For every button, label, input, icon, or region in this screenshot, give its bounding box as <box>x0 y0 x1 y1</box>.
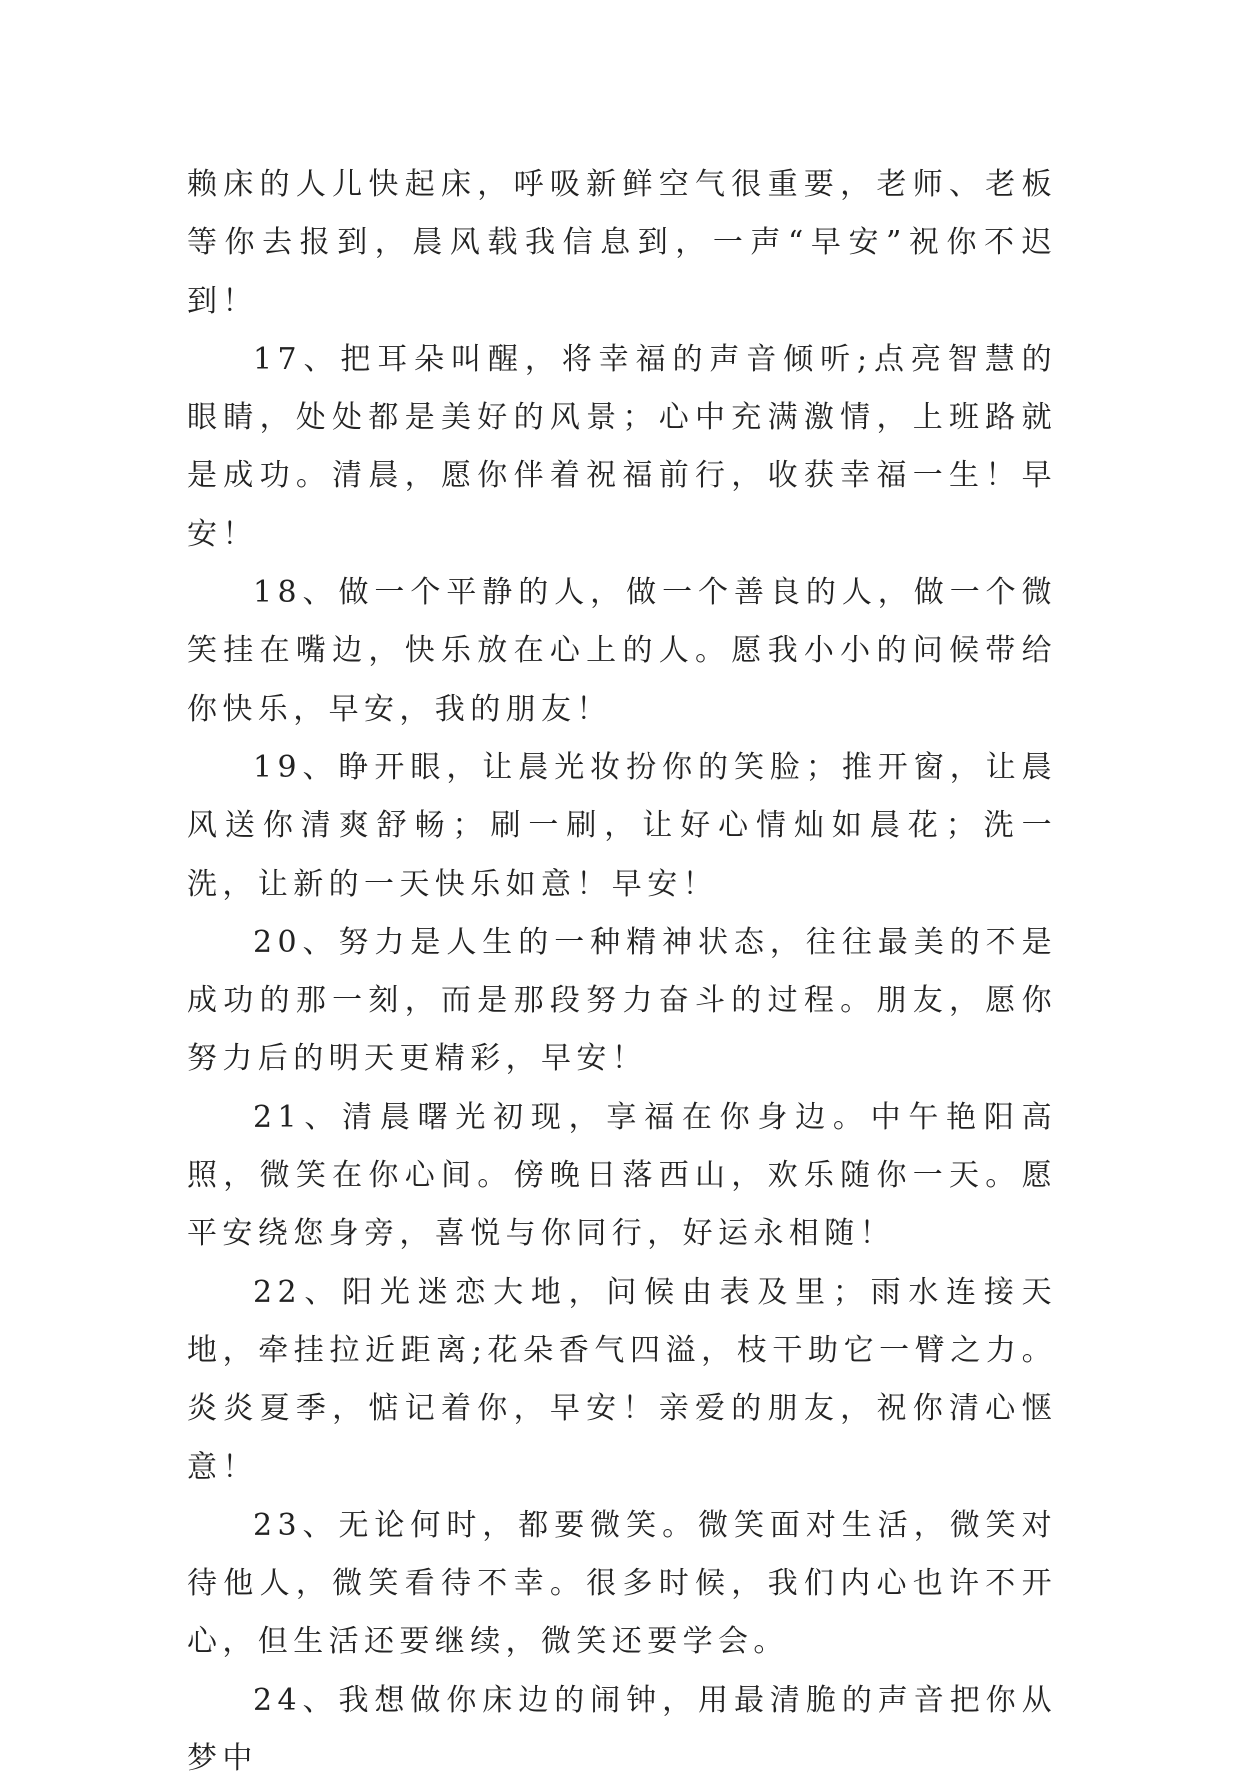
paragraph-continuation: 赖床的人儿快起床，呼吸新鲜空气很重要，老师、老板等你去报到，晨风载我信息到，一声“早安”祝你不迟到！ <box>187 167 1057 319</box>
paragraph-17: 17、把耳朵叫醒，将幸福的声音倾听;点亮智慧的眼睛，处处都是美好的风景；心中充满激情，上班路就是成功。清晨，愿你伴着祝福前行，收获幸福一生！早安！ <box>187 341 1057 552</box>
paragraph-23: 23、无论何时，都要微笑。微笑面对生活，微笑对待他人，微笑看待不幸。很多时候，我们内心也许不开心，但生活还要继续，微笑还要学会。 <box>187 1507 1057 1660</box>
paragraph-19: 19、睁开眼，让晨光妆扮你的笑脸；推开窗，让晨风送你清爽舒畅；刷一刷，让好心情灿如晨花；洗一洗，让新的一天快乐如意！早安！ <box>187 749 1057 902</box>
paragraph-18: 18、做一个平静的人，做一个善良的人，做一个微笑挂在嘴边，快乐放在心上的人。愿我小小的问候带给你快乐，早安，我的朋友！ <box>187 575 1057 727</box>
document-body <box>187 156 1057 1788</box>
paragraph-22: 22、阳光迷恋大地，问候由表及里；雨水连接天地，牵挂拉近距离;花朵香气四溢，枝干助它一臂之力。炎炎夏季，惦记着你，早安！亲爱的朋友，祝你清心惬意！ <box>187 1274 1057 1485</box>
paragraph-21: 21、清晨曙光初现，享福在你身边。中午艳阳高照，微笑在你心间。傍晚日落西山，欢乐随你一天。愿平安绕您身旁，喜悦与你同行，好运永相随！ <box>187 1099 1057 1252</box>
paragraph-20: 20、努力是人生的一种精神状态，往往最美的不是成功的那一刻，而是那段努力奋斗的过程。朋友，愿你努力后的明天更精彩，早安！ <box>187 924 1057 1077</box>
paragraph-24: 24、我想做你床边的闹钟，用最清脆的声音把你从梦中 <box>187 1682 1057 1777</box>
